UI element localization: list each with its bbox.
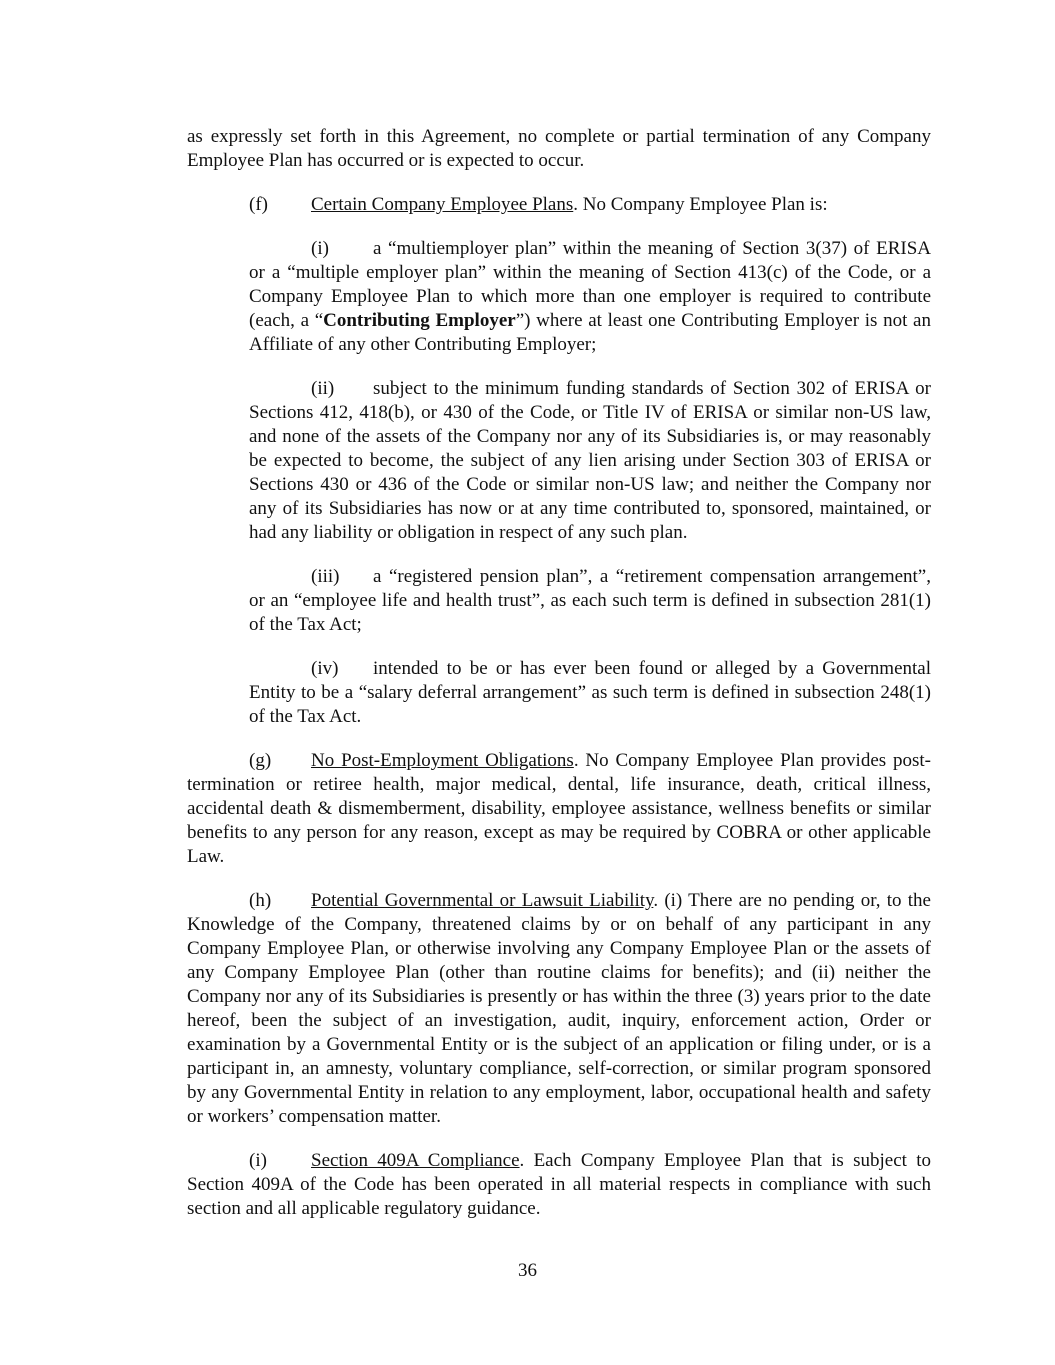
- item-iv-text: intended to be or has ever been found or alleged by a Governmental Entity to be a “salary deferral arrangement” as such term is defined in subsection 248(1) of the Tax Act.: [249, 658, 931, 727]
- section-f-paragraph: [187, 193, 931, 217]
- section-f-marker: (f): [249, 194, 268, 215]
- section-i-paragraph: [187, 1149, 931, 1221]
- section-f-item-iii: [249, 565, 931, 637]
- document-page: [187, 125, 931, 1221]
- item-iii-marker: (iii): [311, 566, 340, 587]
- section-i-text: . Each Company Employee Plan that is subject to Section 409A of the Code has been operated in all material respects in compliance with such section and all applicable regulatory guidance.: [187, 1150, 931, 1219]
- section-h-text: . (i) There are no pending or, to the Knowledge of the Company, threatened claims by or on behalf of any participant in any Company Employee Plan, or otherwise involving any Company Employee Plan or the assets of any Company Employee Plan (other than routine claims for benefits); and (ii) neither the Company nor any of its Subsidiaries is presently or has within the three (3) years prior to the date hereof, been the subject of an investigation, audit, inquiry, enforcement action, Order or examination by a Governmental Entity or is the subject of an application or filing under, or is a participant in, an amnesty, voluntary compliance, self-correction, or similar program sponsored by any Governmental Entity in relation to any employment, labor, occupational health and safety or workers’ compensation matter.: [187, 890, 931, 1127]
- section-g-heading: No Post-Employment Obligations: [311, 750, 574, 771]
- section-i-heading: Section 409A Compliance: [311, 1150, 520, 1171]
- item-iii-text: a “registered pension plan”, a “retirement compensation arrangement”, or an “employee life and health trust”, as each such term is defined in subsection 281(1) of the Tax Act;: [249, 566, 931, 635]
- section-g-paragraph: [187, 749, 931, 869]
- item-i-marker: (i): [311, 238, 329, 259]
- section-f-item-iv: [249, 657, 931, 729]
- item-ii-text: subject to the minimum funding standards of Section 302 of ERISA or Sections 412, 418(b), or 430 of the Code, or Title IV of ERISA or similar non-US law, and none of the assets of the Company nor any of its Subsidiaries is, or may reasonably be expected to become, the subject of any lien arising under Section 303 of ERISA or Sections 430 or 436 of the Code or similar non-US law; and neither the Company nor any of its Subsidiaries has now or at any time contributed to, sponsored, maintained, or had any liability or obligation in respect of any such plan.: [249, 378, 931, 543]
- section-h-paragraph: [187, 889, 931, 1129]
- section-h-heading: Potential Governmental or Lawsuit Liability: [311, 890, 654, 911]
- section-f-heading: Certain Company Employee Plans: [311, 194, 574, 215]
- section-h-marker: (h): [249, 890, 272, 911]
- item-iv-marker: (iv): [311, 658, 339, 679]
- section-g-text: . No Company Employee Plan provides post-termination or retiree health, major medical, dental, life insurance, death, critical illness, accidental death & dismemberment, disability, employee assistance, wellness benefits or similar benefits to any person for any reason, except as may be required by COBRA or other applicable Law.: [187, 750, 931, 867]
- item-ii-marker: (ii): [311, 378, 335, 399]
- item-i-text-before: a “multiemployer plan” within the meaning of Section 3(37) of ERISA or a “multiple employer plan” within the meaning of Section 413(c) of the Code, or a Company Employee Plan to which more than one employer is required to contribute (each, a “: [249, 238, 931, 331]
- section-f-text: . No Company Employee Plan is:: [573, 194, 828, 215]
- item-i-text-after: ”) where at least one Contributing Employer is not an Affiliate of any other Contributing Employer;: [249, 310, 931, 355]
- page-number: 36: [518, 1260, 537, 1281]
- continuation-paragraph: as expressly set forth in this Agreement, no complete or partial termination of any Company Employee Plan has occurred or is expected to occur.: [187, 126, 931, 171]
- section-g-marker: (g): [249, 750, 272, 771]
- section-f-item-ii: [249, 377, 931, 545]
- section-f-item-i: [249, 237, 931, 357]
- defined-term-contributing-employer: Contributing Employer: [323, 310, 516, 331]
- section-i-marker: (i): [249, 1150, 267, 1171]
